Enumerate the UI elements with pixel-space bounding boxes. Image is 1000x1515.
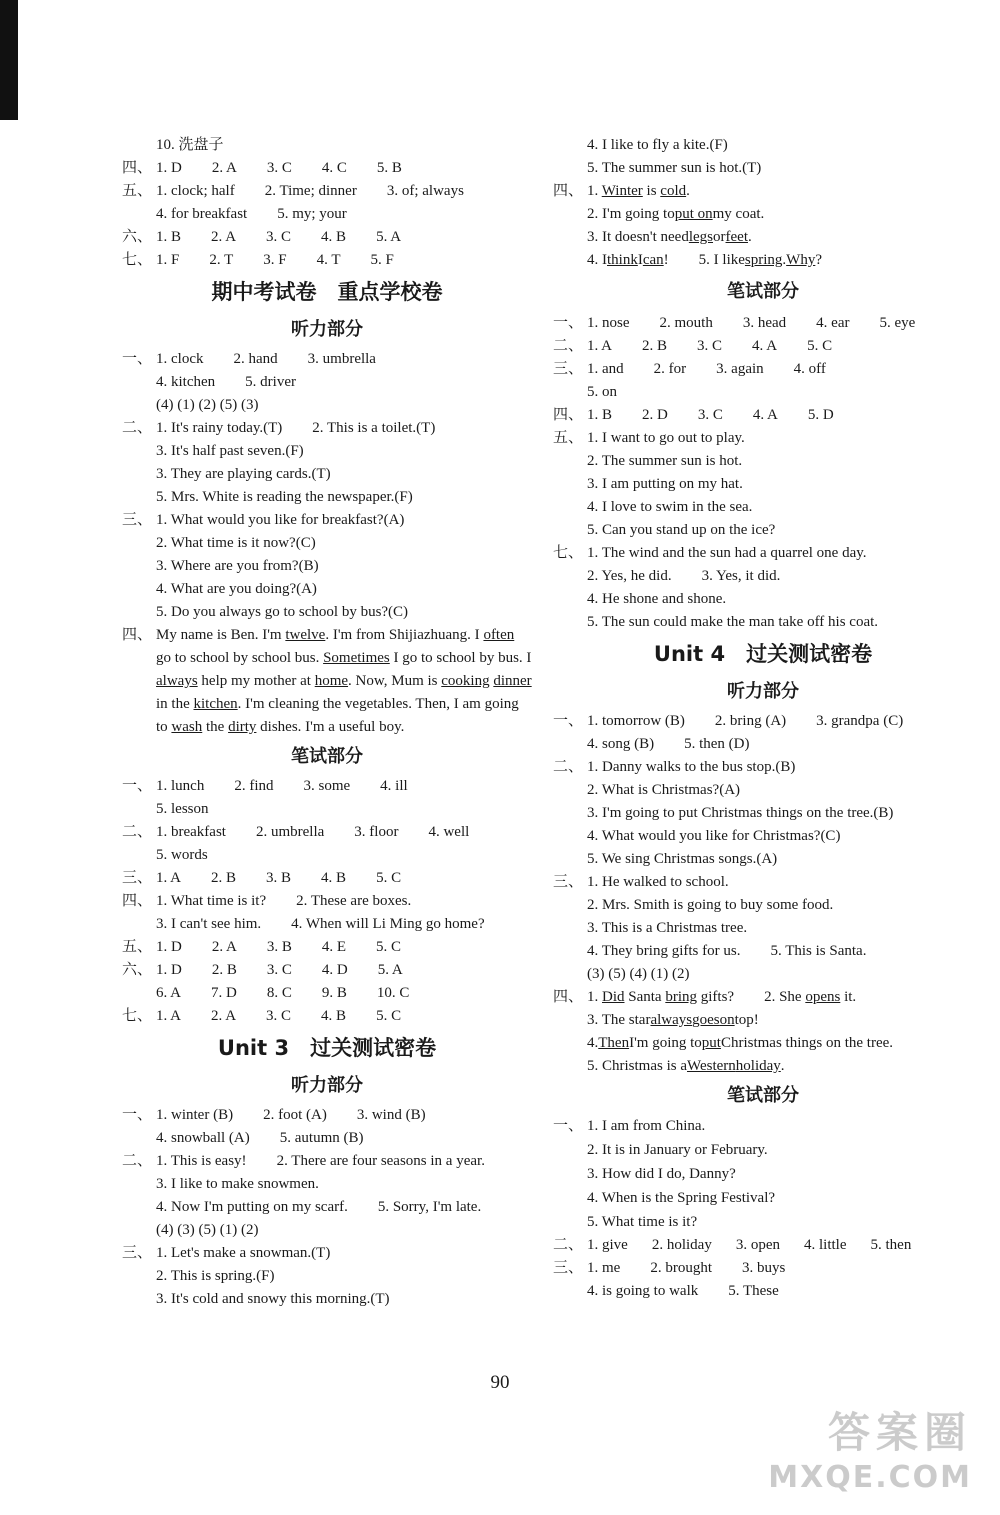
answer-line: 5. words xyxy=(156,847,208,863)
answer-line: 3. They are playing cards.(T) xyxy=(156,466,331,482)
answer-line: 三、 1. He walked to school. xyxy=(553,874,729,890)
answer-line: 4. I think I can ! 5. I like spring . Why ? xyxy=(587,252,823,268)
answer-line: 4. I love to swim in the sea. xyxy=(587,499,753,515)
answer-line: 2. Yes, he did. 3. Yes, it did. xyxy=(587,568,781,584)
answer-line: 五、 1. clock; half 2. Time; dinner 3. of; always xyxy=(122,183,464,199)
answer-line: 5. Can you stand up on the ice? xyxy=(587,522,776,538)
answer-line: 3. I like to make snowmen. xyxy=(156,1176,319,1192)
answer-line: 5. Christmas is a Western holiday . xyxy=(587,1058,785,1074)
answer-line: 3. It doesn't need legs or feet . xyxy=(587,229,752,245)
section-title: Unit 3 过关测试密卷 xyxy=(217,1036,437,1060)
subsection-title: 笔试部分 xyxy=(291,746,363,767)
answer-line: 三、 1. A 2. B 3. B 4. B 5. C xyxy=(122,870,402,886)
answer-line: 七、 1. A 2. A 3. C 4. B 5. C xyxy=(122,1008,402,1024)
answer-line: 4. When is the Spring Festival? xyxy=(587,1190,776,1206)
answer-line: 6. A 7. D 8. C 9. B 10. C xyxy=(156,985,410,1001)
answer-line: 二、 1. breakfast 2. umbrella 3. floor 4. well xyxy=(122,824,470,840)
answer-line: 二、 1. A 2. B 3. C 4. A 5. C xyxy=(553,338,833,354)
answer-line: 5. What time is it? xyxy=(587,1214,698,1230)
answer-line: 五、 1. I want to go out to play. xyxy=(553,430,745,446)
answer-line: 4. They bring gifts for us. 5. This is Santa. xyxy=(587,943,867,959)
answer-line: 5. We sing Christmas songs.(A) xyxy=(587,851,778,867)
page-spine-bar xyxy=(0,0,18,120)
answer-line: 4. I like to fly a kite.(F) xyxy=(587,137,728,153)
answer-line: 二、 1. It's rainy today.(T) 2. This is a toilet.(T) xyxy=(122,420,436,436)
answer-line: (3) (5) (4) (1) (2) xyxy=(587,966,690,982)
answer-line: 3. Where are you from?(B) xyxy=(156,558,319,574)
answer-line: 3. How did I do, Danny? xyxy=(587,1166,736,1182)
answer-line: 4. Now I'm putting on my scarf. 5. Sorry, I'm late. xyxy=(156,1199,482,1215)
answer-line: 3. The star always goes on top! xyxy=(587,1012,759,1028)
answer-line: 5. lesson xyxy=(156,801,209,817)
answer-line: 2. I'm going to put on my coat. xyxy=(587,206,765,222)
answer-line: 5. Mrs. White is reading the newspaper.(F) xyxy=(156,489,413,505)
answer-line: 5. Do you always go to school by bus?(C) xyxy=(156,604,409,620)
answer-line: 4. for breakfast 5. my; your xyxy=(156,206,347,222)
answer-line: 10. 洗盘子 xyxy=(156,137,224,153)
answer-line: 4. He shone and shone. xyxy=(587,591,727,607)
answer-line: 4. What are you doing?(A) xyxy=(156,581,317,597)
answer-line: 六、 1. D 2. B 3. C 4. D 5. A xyxy=(122,962,403,978)
answer-line: 一、 1. clock 2. hand 3. umbrella xyxy=(122,351,376,367)
left-column xyxy=(122,134,532,1311)
answer-line: 五、 1. D 2. A 3. B 4. E 5. C xyxy=(122,939,402,955)
answer-line: 3. This is a Christmas tree. xyxy=(587,920,748,936)
answer-line: 三、 1. What would you like for breakfast?(A) xyxy=(122,512,405,528)
answer-line: 3. I'm going to put Christmas things on the tree.(B) xyxy=(587,805,894,821)
section-title: Unit 4 过关测试密卷 xyxy=(653,642,873,666)
answer-line: 4. kitchen 5. driver xyxy=(156,374,296,390)
answer-line: 二、 1. Danny walks to the bus stop.(B) xyxy=(553,759,796,775)
answer-line: 六、 1. B 2. A 3. C 4. B 5. A xyxy=(122,229,402,245)
answer-line: 4. is going to walk 5. These xyxy=(587,1283,779,1299)
subsection-title: 笔试部分 xyxy=(727,281,799,302)
answer-line: (4) (1) (2) (5) (3) xyxy=(156,397,259,413)
answer-line: 2. This is spring.(F) xyxy=(156,1268,275,1284)
answer-line: 3. I can't see him. 4. When will Li Ming go home? xyxy=(156,916,485,932)
right-column xyxy=(553,134,973,1303)
answer-line: 2. Mrs. Smith is going to buy some food. xyxy=(587,897,834,913)
answer-line: 一、 1. nose 2. mouth 3. head 4. ear 5. eye xyxy=(553,315,916,331)
answer-line: 5. The summer sun is hot.(T) xyxy=(587,160,762,176)
answer-line: 三、 1. and 2. for 3. again 4. off xyxy=(553,361,826,377)
answer-line: 七、 1. F 2. T 3. F 4. T 5. F xyxy=(122,252,394,268)
answer-line: 4. snowball (A) 5. autumn (B) xyxy=(156,1130,364,1146)
answer-line: 七、 1. The wind and the sun had a quarrel one day. xyxy=(553,545,867,561)
answer-line: 三、 1. me 2. brought 3. buys xyxy=(553,1260,786,1276)
answer-line: 三、 1. Let's make a snowman.(T) xyxy=(122,1245,331,1261)
answer-line: 3. I am putting on my hat. xyxy=(587,476,743,492)
subsection-title: 听力部分 xyxy=(727,681,799,702)
answer-line: 2. The summer sun is hot. xyxy=(587,453,743,469)
answer-line: 二、 1. This is easy! 2. There are four seasons in a year. xyxy=(122,1153,485,1169)
answer-line: 2. It is in January or February. xyxy=(587,1142,768,1158)
answer-line: 四、 1. What time is it? 2. These are boxes. xyxy=(122,893,412,909)
answer-line: 一、 1. lunch 2. find 3. some 4. ill xyxy=(122,778,408,794)
section-title: 期中考试卷 重点学校卷 xyxy=(211,280,443,304)
subsection-title: 听力部分 xyxy=(291,1075,363,1096)
answer-line: 2. What is Christmas?(A) xyxy=(587,782,741,798)
answer-line: 四、 1. D 2. A 3. C 4. C 5. B xyxy=(122,160,402,176)
answer-line: 4. Then I'm going to put Christmas things on the tree. xyxy=(587,1035,894,1051)
subsection-title: 笔试部分 xyxy=(727,1085,799,1106)
answer-line: 四、 1. Winter is cold. xyxy=(553,183,690,199)
answer-line: (4) (3) (5) (1) (2) xyxy=(156,1222,259,1238)
cloze-passage: 四、 My name is Ben. I'm twelve. I'm from Shijiazhuang. I often go to school by school bus. Sometimes I go to school by bus. I always help my mother at home. Now, Mum is cooking dinner in the kitchen. I'm cleaning the vegetables. Then, I am going to wash the dirty dishes. I'm a useful boy. xyxy=(122,627,532,735)
answer-line: 二、 1. give 2. holiday 3. open 4. little 5. then xyxy=(553,1237,912,1253)
answer-line: 5. on xyxy=(587,384,617,400)
answer-line: 四、 1. B 2. D 3. C 4. A 5. D xyxy=(553,407,834,423)
answer-line: 2. What time is it now?(C) xyxy=(156,535,316,551)
answer-line: 一、 1. winter (B) 2. foot (A) 3. wind (B) xyxy=(122,1107,426,1123)
site-watermark: 答案圈 MXQE.COM xyxy=(768,1408,972,1495)
answer-line: 5. The sun could make the man take off his coat. xyxy=(587,614,879,630)
subsection-title: 听力部分 xyxy=(291,319,363,340)
page-number: 90 xyxy=(490,1372,510,1393)
answer-line: 4. What would you like for Christmas?(C) xyxy=(587,828,841,844)
answer-line: 4. song (B) 5. then (D) xyxy=(587,736,750,752)
answer-line: 一、 1. tomorrow (B) 2. bring (A) 3. grandpa (C) xyxy=(553,713,904,729)
answer-line: 3. It's half past seven.(F) xyxy=(156,443,304,459)
answer-line: 3. It's cold and snowy this morning.(T) xyxy=(156,1291,390,1307)
answer-line: 一、 1. I am from China. xyxy=(553,1118,706,1134)
answer-line: 四、 1. Did Santa bring gifts? 2. She opens it. xyxy=(553,989,857,1005)
